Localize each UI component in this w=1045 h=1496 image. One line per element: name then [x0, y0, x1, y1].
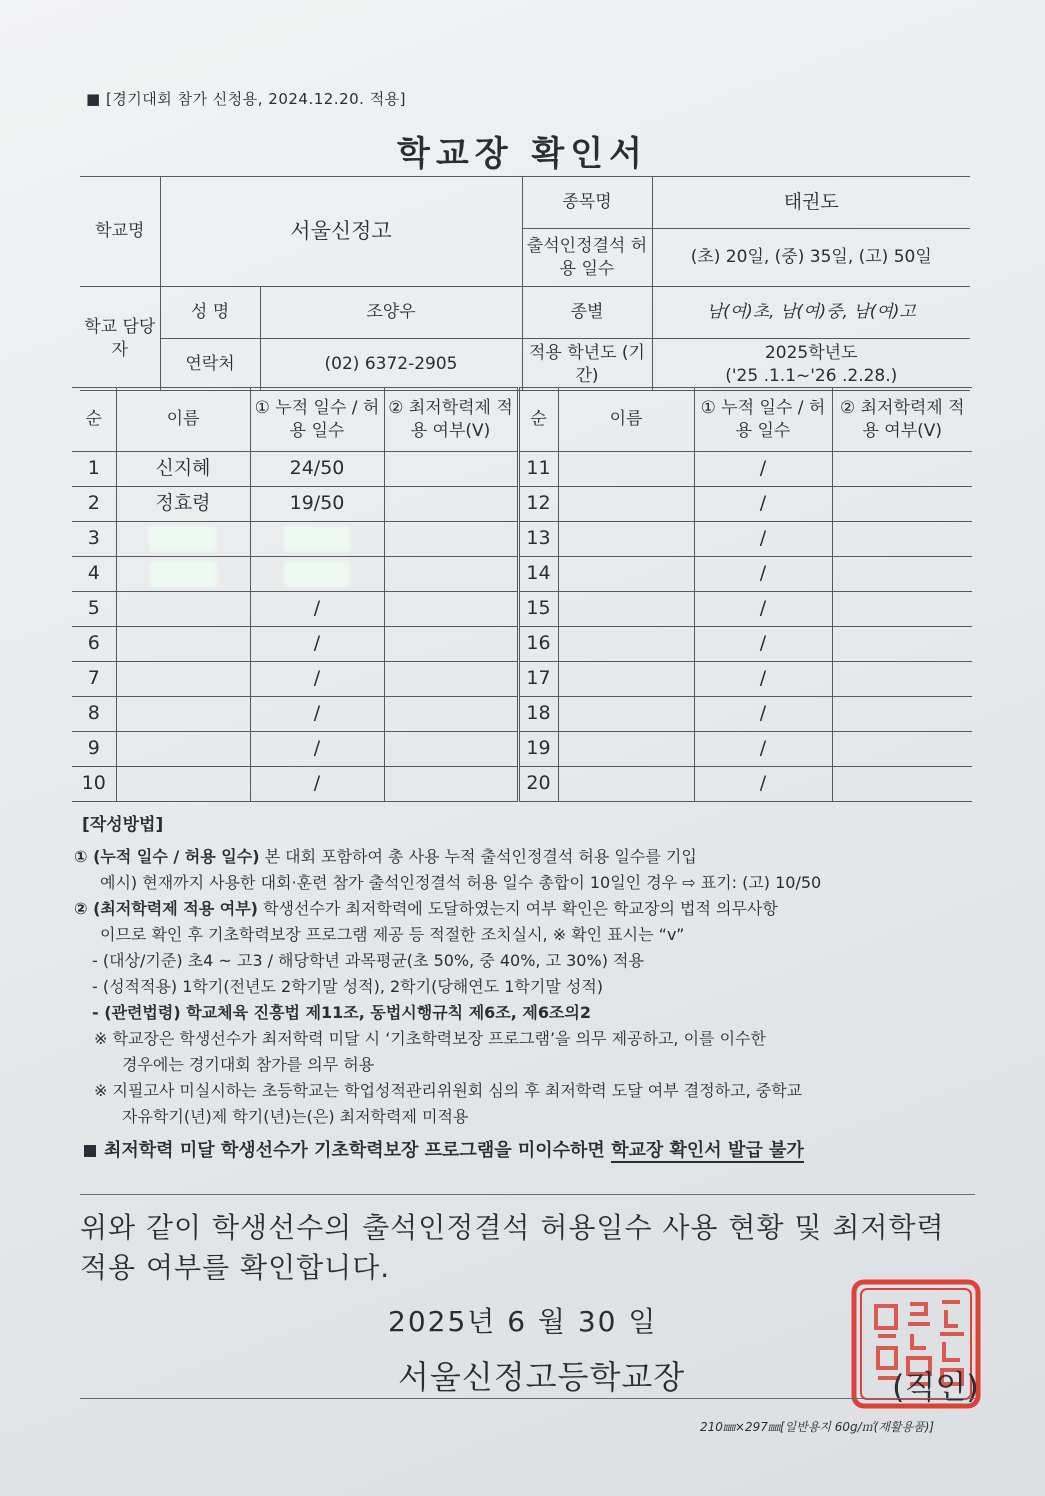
student-name[interactable] [116, 627, 250, 662]
cumulative-days[interactable]: / [694, 732, 832, 767]
student-name[interactable] [558, 522, 694, 557]
student-name-text: 정효령 [155, 492, 211, 515]
student-name-text [149, 561, 216, 587]
absence-value: (초) 20일, (중) 35일, (고) 50일 [652, 229, 970, 287]
table-row [72, 592, 972, 627]
cumulative-days[interactable] [250, 452, 384, 487]
row-number: 14 [518, 557, 558, 592]
header-no: 순 [518, 388, 558, 452]
min-academic-check[interactable] [832, 697, 972, 732]
row-number: 7 [72, 662, 116, 697]
student-name[interactable] [116, 487, 250, 522]
row-number: 20 [518, 767, 558, 802]
row-number: 5 [72, 592, 116, 627]
instructions [74, 812, 984, 1164]
table-row [72, 487, 972, 522]
note-2-text: 학생선수가 최저학력에 도달하였는지 여부 확인은 학교장의 법적 의무사항 [258, 899, 778, 918]
table-row [72, 522, 972, 557]
phone-value: (02) 6372-2905 [260, 339, 522, 391]
note-2-label: ② (최저학력제 적용 여부) [74, 899, 258, 918]
category-value: 남(여)초, 남(여)중, 남(여)고 [652, 287, 970, 339]
cumulative-days[interactable]: / [694, 592, 832, 627]
reference-1: ※ 학교장은 학생선수가 최저학력 미달 시 ‘기초학력보장 프로그램’을 의무 제공하고, 이를 이수한 [94, 1029, 766, 1048]
note-1-text: 본 대회 포함하여 총 사용 누적 출석인정결석 허용 일수를 기입 [259, 847, 697, 866]
reference-2-cont: 자유학기(년)제 학기(년)는(은) 최저학력제 미적용 [122, 1107, 469, 1126]
header-min-academic: ② 최저학력제 적용 여부(V) [384, 388, 518, 452]
year-period: ('25 .1.1~'26 .2.28.) [725, 365, 898, 386]
note-2 [74, 896, 984, 922]
min-academic-check[interactable] [384, 697, 518, 732]
student-name[interactable] [558, 697, 694, 732]
cumulative-days[interactable]: / [694, 627, 832, 662]
cumulative-days[interactable]: / [694, 522, 832, 557]
student-name[interactable] [116, 452, 250, 487]
student-name-text: 신지혜 [155, 457, 211, 480]
student-name[interactable] [116, 592, 250, 627]
student-name[interactable] [116, 522, 250, 557]
year-value: 2025학년도 [764, 342, 858, 363]
category-label: 종별 [522, 287, 652, 339]
reference-2: ※ 지필고사 미실시하는 초등학교는 학업성적관리위원회 심의 후 최저학력 도달 여부 결정하고, 중학교 [94, 1081, 803, 1100]
cumulative-days-text: 24/50 [289, 457, 345, 480]
contact-group-label: 학교 담당자 [80, 287, 160, 391]
cumulative-days[interactable]: / [694, 557, 832, 592]
phone-label: 연락처 [160, 339, 260, 391]
min-academic-check[interactable] [384, 557, 518, 592]
name-label: 성 명 [160, 287, 260, 339]
cumulative-days[interactable] [250, 662, 384, 697]
row-number: 11 [518, 452, 558, 487]
table-row [72, 767, 972, 802]
min-academic-check[interactable] [384, 592, 518, 627]
footer-divider [80, 1398, 975, 1399]
cumulative-days[interactable]: / [694, 452, 832, 487]
min-academic-check[interactable] [832, 522, 972, 557]
row-number: 15 [518, 592, 558, 627]
cumulative-days[interactable] [250, 592, 384, 627]
row-number: 3 [72, 522, 116, 557]
header-no: 순 [72, 388, 116, 452]
min-academic-check[interactable] [384, 522, 518, 557]
cumulative-days-text [284, 526, 351, 552]
row-number: 1 [72, 452, 116, 487]
table-row [72, 557, 972, 592]
sport-value: 태권도 [652, 177, 970, 229]
row-number: 10 [72, 767, 116, 802]
min-academic-check[interactable] [832, 662, 972, 697]
final-warning [74, 1138, 984, 1164]
student-name[interactable] [116, 557, 250, 592]
min-academic-check[interactable] [832, 592, 972, 627]
sport-label: 종목명 [522, 177, 652, 229]
min-academic-check[interactable] [832, 452, 972, 487]
cumulative-days[interactable] [250, 522, 384, 557]
roster-header-row [72, 388, 972, 452]
school-name: 서울신정고 [160, 177, 522, 287]
row-number: 12 [518, 487, 558, 522]
row-number: 9 [72, 732, 116, 767]
year-label: 적용 학년도 (기간) [522, 339, 652, 391]
cumulative-days[interactable] [250, 697, 384, 732]
final-warning-emphasis: 학교장 확인서 발급 불가 [611, 1140, 804, 1161]
student-name[interactable] [558, 767, 694, 802]
note-1-example: 예시) 현재까지 사용한 대회·훈련 참가 출석인정결석 허용 일수 총합이 10일인 경우 ⇨ 표기: (고) 10/50 [100, 873, 822, 892]
row-number: 13 [518, 522, 558, 557]
divider [80, 1194, 975, 1195]
cumulative-days[interactable] [250, 627, 384, 662]
student-name[interactable] [116, 767, 250, 802]
square-bullet-icon [84, 1145, 96, 1157]
student-name[interactable] [116, 732, 250, 767]
instructions-header: [작성방법] [82, 815, 164, 835]
form-usage-label: ■ [경기대회 참가 신청용, 2024.12.20. 적용] [86, 90, 407, 108]
roster-table [72, 387, 972, 802]
cumulative-days[interactable]: / [694, 487, 832, 522]
table-row [72, 662, 972, 697]
header-name: 이름 [116, 388, 250, 452]
issue-date: 2025년 6 월 30 일 [388, 1305, 658, 1338]
school-label: 학교명 [80, 177, 160, 287]
header-name: 이름 [558, 388, 694, 452]
row-number: 6 [72, 627, 116, 662]
info-table [80, 176, 970, 391]
row-number: 19 [518, 732, 558, 767]
min-academic-check[interactable] [832, 487, 972, 522]
cumulative-days-text: / [313, 597, 321, 620]
min-academic-check[interactable] [384, 452, 518, 487]
sub-criteria: - (대상/기준) 초4 ~ 고3 / 해당학년 과목평균(초 50%, 중 40%, 고 30%) 적용 [92, 951, 644, 970]
reference-1-cont: 경우에는 경기대회 참가를 의무 허용 [122, 1055, 375, 1074]
table-row [72, 452, 972, 487]
student-name[interactable] [558, 487, 694, 522]
student-name[interactable] [558, 592, 694, 627]
confirmation-text: 위와 같이 학생선수의 출석인정결석 허용일수 사용 현황 및 최저학력 적용 여부를 확인합니다. [80, 1211, 945, 1284]
student-name[interactable] [558, 732, 694, 767]
cumulative-days-text: / [313, 702, 321, 725]
cumulative-days-text: / [313, 772, 321, 795]
min-academic-check[interactable] [832, 767, 972, 802]
name-value: 조양우 [260, 287, 522, 339]
note-2-text-cont: 이므로 확인 후 기초학력보장 프로그램 제공 등 적절한 조치실시, ※ 확인 표시는 “v” [100, 925, 685, 944]
student-name-text [149, 526, 216, 552]
header-min-academic: ② 최저학력제 적용 여부(V) [832, 388, 972, 452]
student-name[interactable] [116, 697, 250, 732]
cumulative-days-text: 19/50 [289, 492, 345, 515]
cumulative-days-text: / [313, 667, 321, 690]
final-warning-text: 최저학력 미달 학생선수가 기초학력보장 프로그램을 미이수하면 [104, 1140, 612, 1161]
min-academic-check[interactable] [384, 767, 518, 802]
absence-label: 출석인정결석 허용 일수 [522, 229, 652, 287]
cumulative-days-text: / [313, 632, 321, 655]
min-academic-check[interactable] [384, 732, 518, 767]
cumulative-days[interactable] [250, 732, 384, 767]
note-1 [74, 844, 984, 870]
student-name[interactable] [558, 662, 694, 697]
sub-grades: - (성적적용) 1학기(전년도 2학기말 성적), 2학기(당해연도 1학기말 성적) [92, 977, 604, 996]
student-name[interactable] [558, 627, 694, 662]
row-number: 2 [72, 487, 116, 522]
table-row [72, 627, 972, 662]
cumulative-days[interactable]: / [694, 697, 832, 732]
page-title: 학교장 확인서 [397, 134, 648, 174]
row-number: 8 [72, 697, 116, 732]
note-1-label: ① (누적 일수 / 허용 일수) [74, 847, 260, 866]
header-days: ① 누적 일수 / 허용 일수 [250, 388, 384, 452]
header-days: ① 누적 일수 / 허용 일수 [694, 388, 832, 452]
min-academic-check[interactable] [832, 627, 972, 662]
row-number: 4 [72, 557, 116, 592]
cumulative-days[interactable] [250, 487, 384, 522]
min-academic-check[interactable] [384, 627, 518, 662]
student-name[interactable] [558, 557, 694, 592]
student-name[interactable] [558, 452, 694, 487]
cumulative-days-text [284, 561, 351, 587]
cumulative-days[interactable]: / [694, 662, 832, 697]
min-academic-check[interactable] [384, 487, 518, 522]
table-row [72, 732, 972, 767]
sub-laws: - (관련법령) 학교체육 진흥법 제11조, 동법시행규칙 제6조, 제6조의2 [92, 1003, 592, 1022]
min-academic-check[interactable] [384, 662, 518, 697]
student-name[interactable] [116, 662, 250, 697]
min-academic-check[interactable] [832, 557, 972, 592]
seal-label: (직인) [892, 1368, 979, 1406]
min-academic-check[interactable] [832, 732, 972, 767]
year-cell [652, 339, 970, 391]
paper-spec: 210㎜×297㎜[일반용지 60g/㎡(재활용품)] [700, 1420, 935, 1434]
row-number: 18 [518, 697, 558, 732]
row-number: 16 [518, 627, 558, 662]
principal-name: 서울신정고등학교장 [398, 1358, 686, 1396]
cumulative-days[interactable]: / [694, 767, 832, 802]
cumulative-days[interactable] [250, 767, 384, 802]
cumulative-days-text: / [313, 737, 321, 760]
cumulative-days[interactable] [250, 557, 384, 592]
table-row [72, 697, 972, 732]
row-number: 17 [518, 662, 558, 697]
